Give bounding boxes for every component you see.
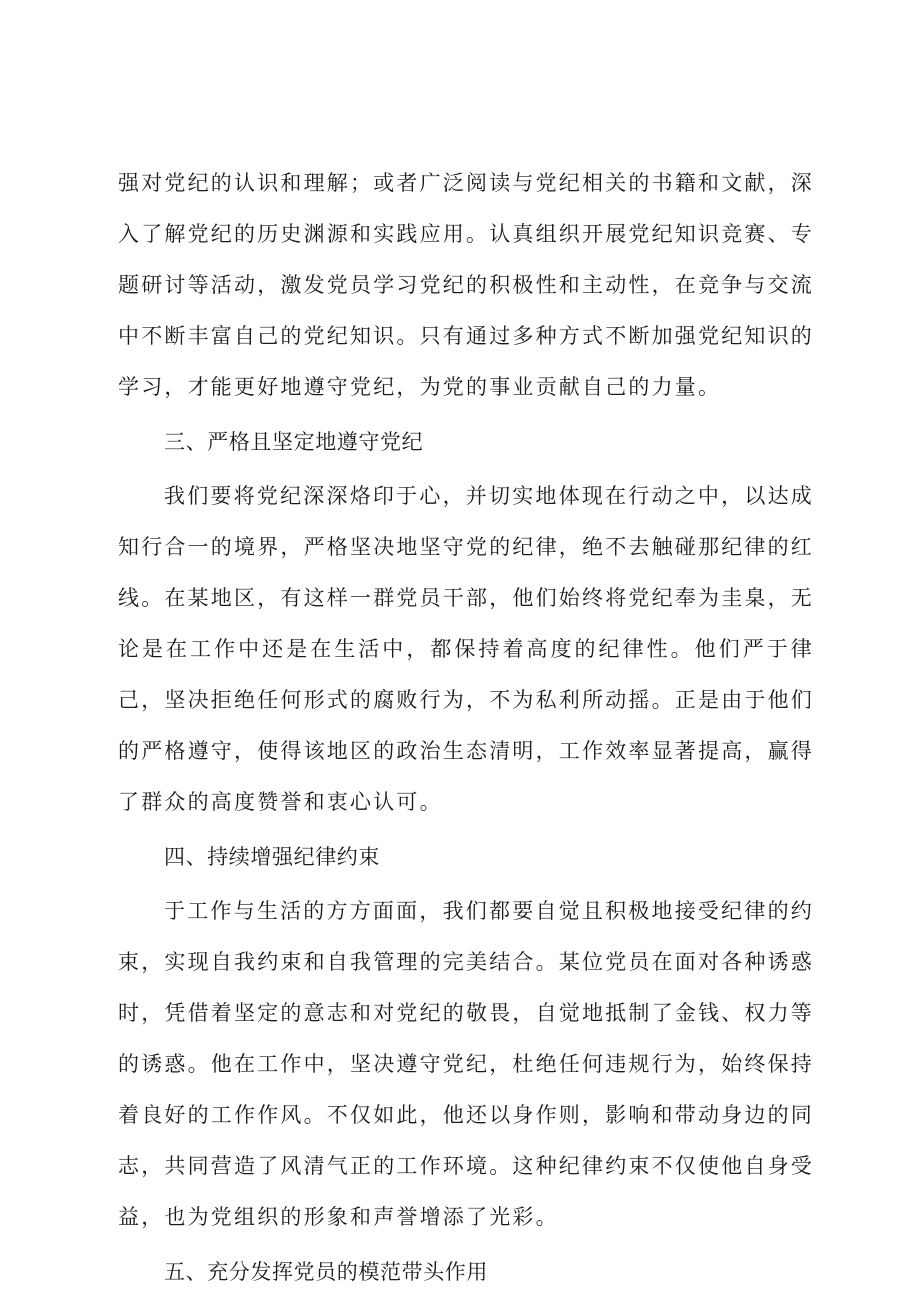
section-heading-4: 四、持续增强纪律约束 [164,845,380,869]
paragraph-continued: 强对党纪的认识和理解；或者广泛阅读与党纪相关的书籍和文献，深入了解党纪的历史渊源和实践应用。认真组织开展党纪知识竞赛、专题研讨等活动，激发党员学习党纪的积极性和主动性，在竞争与交流中不断丰富自己的党纪知识。只有通过多种方式不断加强党纪知识的学习，才能更好地遵守党纪，为党的事业贡献自己的力量。 [118,171,814,399]
section-paragraph-3: 我们要将党纪深深烙印于心，并切实地体现在行动之中，以达成知行合一的境界，严格坚决地坚守党的纪律，绝不去触碰那纪律的红线。在某地区，有这样一群党员干部，他们始终将党纪奉为圭臬，无论是在工作中还是在生活中，都保持着高度的纪律性。他们严于律己，坚决拒绝任何形式的腐败行为，不为私利所动摇。正是由于他们的严格遵守，使得该地区的政治生态清明，工作效率显著提高，赢得了群众的高度赞誉和衷心认可。 [118,484,814,814]
section-heading-5: 五、充分发挥党员的模范带头作用 [164,1260,488,1284]
document-body [118,158,814,1301]
section-paragraph-4: 于工作与生活的方方面面，我们都要自觉且积极地接受纪律的约束，实现自我约束和自我管理的完美结合。某位党员在面对各种诱惑时，凭借着坚定的意志和对党纪的敬畏，自觉地抵制了金钱、权力等的诱惑。他在工作中，坚决遵守党纪，杜绝任何违规行为，始终保持着良好的工作作风。不仅如此，他还以身作则，影响和带动身边的同志，共同营造了风清气正的工作环境。这种纪律约束不仅使他自身受益，也为党组织的形象和声誉增添了光彩。 [118,899,814,1229]
section-heading-3: 三、严格且坚定地遵守党纪 [164,430,424,454]
